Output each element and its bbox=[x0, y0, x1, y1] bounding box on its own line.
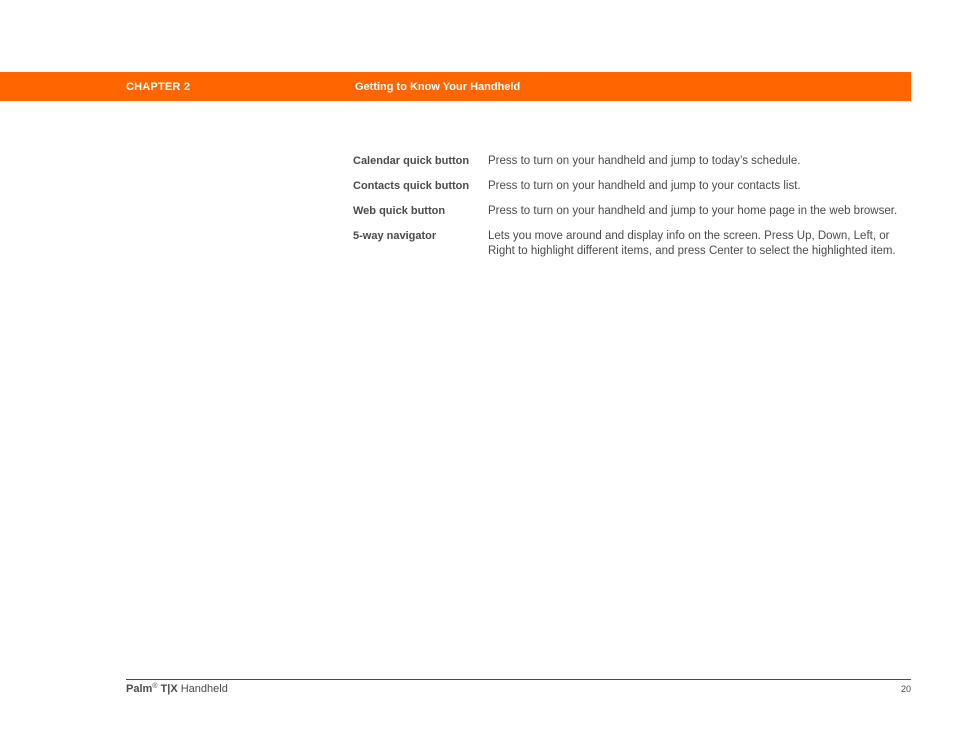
definition-term: Web quick button bbox=[353, 205, 446, 217]
definition-row bbox=[353, 229, 898, 259]
chapter-header-bar bbox=[0, 72, 911, 101]
footer-brand: Palm bbox=[126, 683, 153, 695]
definition-term: Calendar quick button bbox=[353, 155, 470, 167]
definition-description: Press to turn on your handheld and jump to your home page in the web browser. bbox=[488, 205, 898, 217]
definition-list bbox=[353, 154, 898, 269]
definition-description: Lets you move around and display info on the screen. Press Up, Down, Left, or Right to highlight different items, and press Center to select the highlighted item. bbox=[488, 230, 896, 257]
footer-model: T|X bbox=[160, 683, 178, 695]
chapter-title: Getting to Know Your Handheld bbox=[355, 81, 521, 93]
definition-description: Press to turn on your handheld and jump to your contacts list. bbox=[488, 180, 801, 192]
registered-mark: ® bbox=[152, 683, 158, 690]
chapter-label: CHAPTER 2 bbox=[126, 81, 191, 93]
definition-row bbox=[353, 204, 898, 219]
page-number: 20 bbox=[900, 684, 911, 694]
definition-term: Contacts quick button bbox=[353, 180, 470, 192]
definition-row bbox=[353, 154, 898, 169]
footer-product: Handheld bbox=[180, 683, 228, 695]
definition-row bbox=[353, 179, 898, 194]
footer-product-name bbox=[126, 683, 228, 695]
definition-description: Press to turn on your handheld and jump to today’s schedule. bbox=[488, 155, 801, 167]
footer-divider bbox=[126, 679, 911, 680]
definition-term: 5-way navigator bbox=[353, 230, 437, 242]
